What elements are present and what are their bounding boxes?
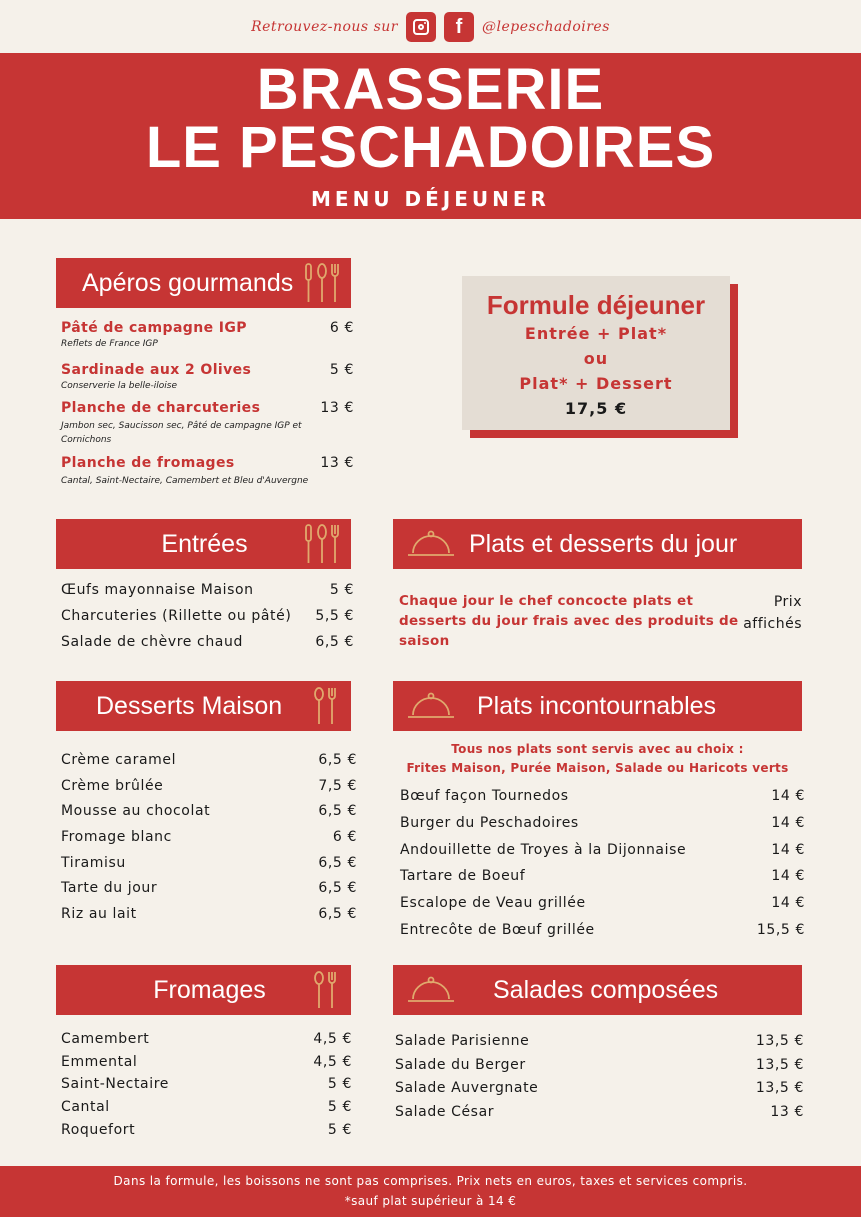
menu-subtitle: MENU DÉJEUNER [311, 187, 550, 211]
section-entrees-title: Entrées [161, 529, 248, 558]
item-name: Andouillette de Troyes à la Dijonnaise [400, 841, 687, 858]
formule-price: 17,5 € [564, 399, 628, 418]
list-item [400, 815, 805, 842]
list-item [61, 400, 354, 455]
note-line-1: Tous nos plats sont servis avec au choix : [451, 742, 744, 756]
formule-line-1: Entrée + Plat* [524, 324, 668, 343]
entrees-list [61, 582, 354, 660]
item-name: Escalope de Veau grillée [400, 895, 586, 912]
item-name: Entrecôte de Bœuf grillée [400, 921, 595, 938]
formule-title: Formule déjeuner [486, 290, 706, 320]
list-item [400, 922, 805, 949]
salades-list [395, 1033, 804, 1127]
section-salades-title: Salades composées [493, 975, 719, 1004]
plats-jour-price: Prix affichés [743, 594, 802, 632]
list-item [395, 1104, 804, 1128]
item-price: 13,5 € [755, 1080, 804, 1096]
item-price: 6,5 € [318, 854, 357, 871]
item-name: Sardinade aux 2 Olives [61, 362, 252, 378]
item-price: 14 € [771, 788, 805, 804]
item-price: 13 € [320, 400, 354, 416]
item-price: 15,5 € [756, 921, 805, 938]
item-name: Salade Auvergnate [395, 1080, 539, 1096]
item-name: Salade de chèvre chaud [61, 634, 243, 650]
item-price: 14 € [771, 868, 805, 885]
footer-line-1: Dans la formule, les boissons ne sont pas comprises. Prix nets en euros, taxes et services compris. [113, 1174, 748, 1188]
item-price: 14 € [771, 814, 805, 831]
note-line-2: Frites Maison, Purée Maison, Salade ou Haricots verts [406, 761, 789, 775]
item-price: 6,5 € [318, 880, 357, 897]
item-price: 5 € [329, 582, 354, 598]
item-name: Bœuf façon Tournedos [400, 788, 569, 804]
list-item [395, 1057, 804, 1081]
list-item [61, 455, 354, 488]
footer-line-2: *sauf plat supérieur à 14 € [344, 1194, 517, 1208]
cutlery-icon [303, 523, 341, 565]
list-item [61, 778, 357, 804]
item-price: 5,5 € [315, 608, 354, 624]
social-text: Retrouvez-nous sur [251, 19, 398, 35]
item-price: 7,5 € [318, 777, 357, 794]
item-price: 14 € [771, 841, 805, 858]
formule-line-2: ou [583, 349, 609, 368]
section-desserts-title: Desserts Maison [96, 691, 283, 720]
item-name: Tiramisu [61, 854, 126, 871]
item-name: Fromage blanc [61, 829, 172, 846]
header-banner [0, 53, 861, 219]
aperos-list [61, 320, 354, 488]
list-item [61, 1099, 352, 1122]
title-line-1: BRASSERIE [256, 57, 605, 122]
item-price: 5 € [327, 1099, 352, 1116]
social-bar [0, 8, 861, 46]
list-item [61, 582, 354, 608]
list-item [61, 1122, 352, 1145]
spoon-fork-icon [313, 970, 339, 1010]
fromages-list [61, 1031, 352, 1144]
incontournables-note [393, 740, 802, 778]
section-aperos-title: Apéros gourmands [82, 268, 294, 297]
item-name: Tarte du jour [61, 880, 158, 897]
item-price: 6,5 € [318, 906, 357, 923]
desserts-list [61, 752, 357, 932]
item-name: Planche de charcuteries [61, 400, 261, 416]
item-name: Salade César [395, 1103, 495, 1120]
item-price: 13 € [320, 455, 354, 471]
item-name: Saint-Nectaire [61, 1076, 169, 1093]
section-plats-jour-header [393, 519, 802, 569]
cloche-icon [407, 529, 455, 559]
section-fromages-title: Fromages [153, 975, 266, 1004]
list-item [61, 803, 357, 829]
list-item [395, 1033, 804, 1057]
list-item [61, 1031, 352, 1054]
item-price: 4,5 € [313, 1053, 352, 1070]
item-price: 14 € [771, 895, 805, 912]
list-item [400, 895, 805, 922]
item-name: Roquefort [61, 1121, 136, 1138]
item-desc: Conserverie la belle-iloise [61, 381, 178, 391]
list-item [400, 842, 805, 869]
item-price: 6 € [332, 829, 357, 846]
footer [0, 1166, 861, 1217]
item-name: Riz au lait [61, 906, 137, 923]
item-name: Crème caramel [61, 752, 177, 768]
section-incontournables-title: Plats incontournables [477, 691, 717, 720]
facebook-icon[interactable]: f [444, 12, 474, 42]
list-item [395, 1080, 804, 1104]
list-item [61, 906, 357, 932]
section-plats-jour-title: Plats et desserts du jour [469, 529, 738, 558]
instagram-icon[interactable] [406, 12, 436, 42]
list-item [61, 855, 357, 881]
item-name: Mousse au chocolat [61, 803, 211, 820]
spoon-fork-icon [313, 686, 339, 726]
item-price: 6,5 € [315, 634, 354, 650]
formule-box [462, 276, 730, 430]
incontournables-list [400, 788, 805, 949]
item-price: 6,5 € [318, 752, 357, 768]
item-price: 13,5 € [755, 1033, 804, 1049]
list-item [61, 829, 357, 855]
item-price: 13,5 € [755, 1056, 804, 1073]
item-price: 6,5 € [318, 803, 357, 820]
list-item [61, 880, 357, 906]
list-item [61, 608, 354, 634]
item-name: Charcuteries (Rillette ou pâté) [61, 608, 292, 624]
title-line-2: LE PESCHADOIRES [145, 115, 716, 180]
item-price: 6 € [329, 320, 354, 336]
list-item [400, 788, 805, 815]
section-entrees-header [56, 519, 351, 569]
list-item [61, 1076, 352, 1099]
item-price: 5 € [327, 1076, 352, 1093]
item-desc: Reflets de France IGP [61, 339, 158, 349]
item-name: Salade Parisienne [395, 1033, 530, 1049]
section-incontournables-header [393, 681, 802, 731]
list-item [400, 868, 805, 895]
item-price: 5 € [329, 362, 354, 378]
list-item [61, 362, 354, 400]
section-aperos-header [56, 258, 351, 308]
item-name: Pâté de campagne IGP [61, 320, 247, 336]
item-desc: Jambon sec, Saucisson sec, Pâté de campagne IGP et Cornichons [61, 421, 302, 445]
item-name: Camembert [61, 1031, 150, 1047]
social-handle[interactable]: @lepeschadoires [481, 19, 610, 35]
list-item [61, 1054, 352, 1077]
item-name: Crème brûlée [61, 777, 164, 794]
formule-line-3: Plat* + Dessert [519, 374, 673, 393]
cloche-icon [407, 975, 455, 1005]
section-salades-header [393, 965, 802, 1015]
item-price: 4,5 € [313, 1031, 352, 1047]
item-name: Tartare de Boeuf [400, 868, 526, 885]
item-price: 13 € [770, 1103, 804, 1120]
item-name: Salade du Berger [395, 1056, 526, 1073]
item-price: 5 € [327, 1121, 352, 1138]
item-desc: Cantal, Saint-Nectaire, Camembert et Bleu d'Auvergne [61, 476, 309, 486]
item-name: Cantal [61, 1099, 110, 1116]
item-name: Emmental [61, 1053, 138, 1070]
section-desserts-header [56, 681, 351, 731]
item-name: Œufs mayonnaise Maison [61, 582, 254, 598]
list-item [61, 634, 354, 660]
cutlery-icon [303, 262, 341, 304]
item-name: Planche de fromages [61, 455, 235, 471]
plats-jour-text: Chaque jour le chef concocte plats et desserts du jour frais avec des produits de saison [399, 593, 739, 649]
item-name: Burger du Peschadoires [400, 814, 579, 831]
list-item [61, 320, 354, 362]
list-item [61, 752, 357, 778]
section-fromages-header [56, 965, 351, 1015]
cloche-icon [407, 691, 455, 721]
